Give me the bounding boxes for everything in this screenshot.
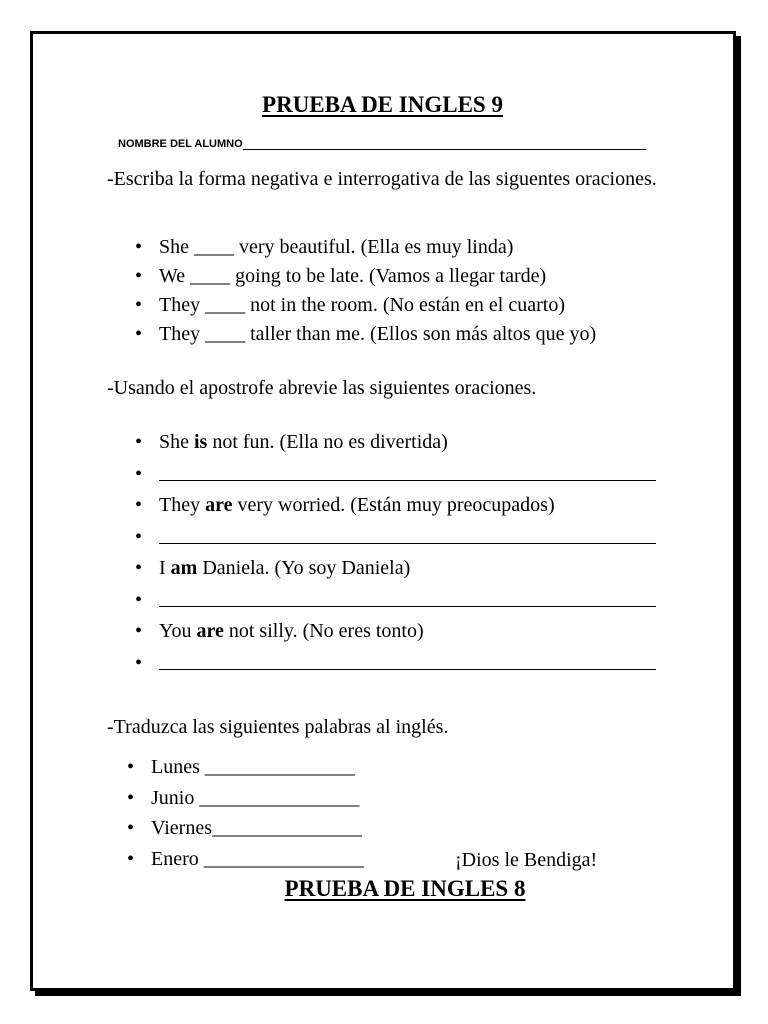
section-1-instruction: -Escriba la forma negativa e interrogativa de las siguentes oraciones.	[107, 168, 657, 190]
list-item: • They ____ not in the room. (No están en el cuarto)	[159, 291, 596, 320]
sentence-start: I	[159, 557, 171, 579]
list-item	[159, 428, 656, 460]
list-item: • Junio ________________	[151, 784, 364, 815]
sentence-end: not silly. (No eres tonto)	[223, 620, 424, 642]
section-3-instruction: -Traduzca las siguientes palabras al inglés.	[107, 716, 449, 738]
student-name-blank[interactable]	[243, 137, 646, 150]
list-item: • We ____ going to be late. (Vamos a llegar tarde)	[159, 262, 596, 291]
sentence-end: very worried. (Están muy preocupados)	[232, 494, 555, 516]
list-item: • She ____ very beautiful. (Ella es muy linda)	[159, 233, 596, 262]
verb-bold: is	[194, 431, 208, 453]
verb-bold: am	[170, 557, 198, 579]
list-item: • Viernes_______________	[151, 814, 364, 845]
section-1-list	[159, 233, 596, 349]
list-item	[159, 554, 656, 586]
footer-title: PRUEBA DE INGLES 8	[284, 876, 526, 901]
student-name-field[interactable]	[118, 137, 646, 150]
page-title: PRUEBA DE INGLES 9	[262, 92, 503, 117]
answer-blank[interactable]	[159, 460, 656, 481]
blessing-text: ¡Dios le Bendiga!	[455, 849, 598, 871]
student-name-label: NOMBRE DEL ALUMNO	[118, 138, 243, 150]
answer-line-item[interactable]	[159, 586, 656, 618]
list-item: • Enero ________________	[151, 845, 364, 876]
answer-blank[interactable]	[159, 586, 656, 607]
answer-blank[interactable]	[159, 523, 656, 544]
verb-bold: are	[196, 620, 224, 642]
sentence-start: She	[159, 431, 194, 453]
list-item: • Lunes _______________	[151, 753, 364, 784]
sentence-end: Daniela. (Yo soy Daniela)	[197, 557, 411, 579]
verb-bold: are	[205, 494, 233, 516]
answer-blank[interactable]	[159, 649, 656, 670]
answer-line-item[interactable]	[159, 649, 656, 681]
answer-line-item[interactable]	[159, 523, 656, 555]
list-item	[159, 491, 656, 523]
sentence-end: not fun. (Ella no es divertida)	[207, 431, 448, 453]
section-2-instruction: -Usando el apostrofe abrevie las siguientes oraciones.	[107, 377, 537, 399]
sentence-start: You	[159, 620, 197, 642]
section-2-list	[159, 428, 656, 680]
answer-line-item[interactable]	[159, 460, 656, 492]
sentence-start: They	[159, 494, 206, 516]
list-item: • They ____ taller than me. (Ellos son más altos que yo)	[159, 320, 596, 349]
section-3-list	[151, 753, 364, 875]
list-item	[159, 617, 656, 649]
